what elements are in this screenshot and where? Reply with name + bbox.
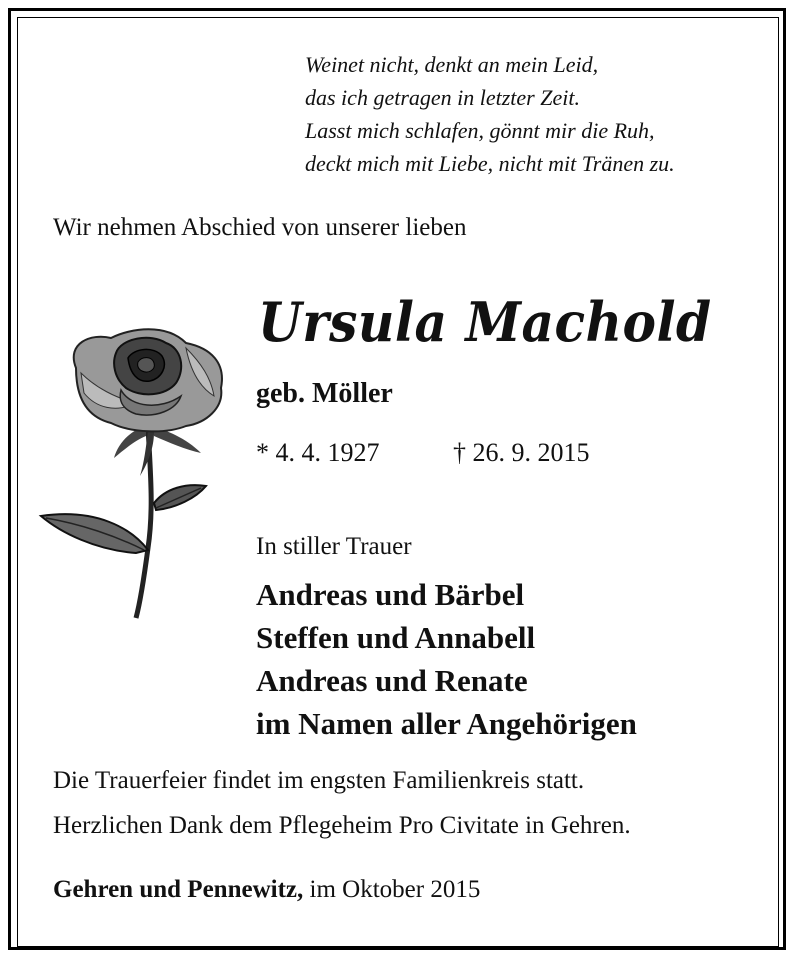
mourning-intro: In stiller Trauer	[256, 533, 412, 560]
poem-line: Weinet nicht, denkt an mein Leid,	[305, 52, 599, 77]
poem-line: Lasst mich schlafen, gönnt mir die Ruh,	[305, 118, 655, 143]
thanks-note: Herzlichen Dank dem Pflegeheim Pro Civitate in Gehren.	[53, 812, 631, 839]
mourners-list	[256, 573, 637, 745]
intro-text: Wir nehmen Abschied von unserer lieben	[53, 214, 467, 241]
funeral-note: Die Trauerfeier findet im engsten Familienkreis statt.	[53, 767, 585, 794]
poem	[305, 48, 675, 180]
mourner: Steffen und Annabell	[256, 620, 536, 655]
poem-line: das ich getragen in letzter Zeit.	[305, 85, 580, 110]
place: Gehren und Pennewitz,	[53, 876, 304, 903]
mourner: Andreas und Bärbel	[256, 577, 525, 612]
date: im Oktober 2015	[303, 876, 481, 903]
rose-icon	[36, 318, 236, 628]
born-name: geb. Möller	[256, 378, 393, 409]
birth-date: * 4. 4. 1927	[256, 438, 380, 467]
place-date	[53, 876, 480, 904]
mourner: Andreas und Renate	[256, 663, 528, 698]
mourner: im Namen aller Angehörigen	[256, 706, 637, 741]
death-date: † 26. 9. 2015	[453, 438, 590, 467]
poem-line: deckt mich mit Liebe, nicht mit Tränen zu.	[305, 151, 675, 176]
deceased-name: Ursula Machold	[258, 290, 712, 354]
